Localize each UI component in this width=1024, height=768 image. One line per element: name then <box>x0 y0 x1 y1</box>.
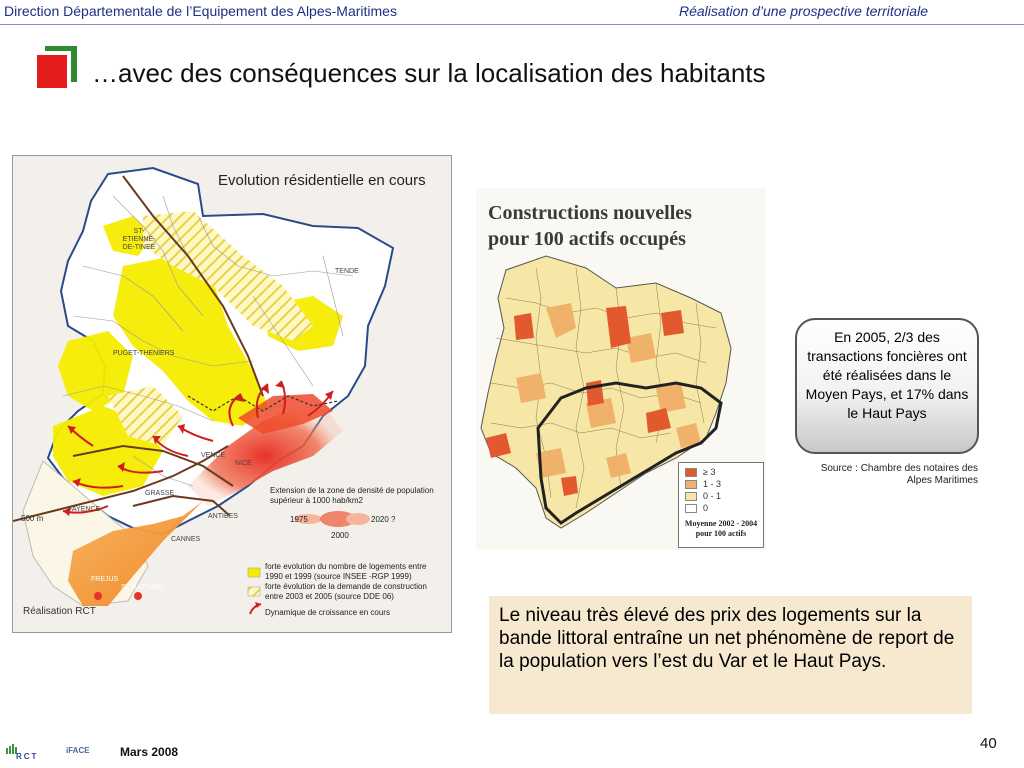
legend-hatch-swatch <box>248 587 260 596</box>
header-rule <box>0 24 1024 25</box>
legend-arrow-text: Dynamique de croissance en cours <box>265 608 390 617</box>
page-number: 40 <box>980 735 997 752</box>
map-evolution-residentielle <box>12 155 452 633</box>
legend-swatch <box>685 504 697 513</box>
place-label: ST-ETIENNE-DE-TINEE <box>122 228 156 251</box>
place-label: GRASSE <box>145 490 175 497</box>
place-label: NICE <box>235 460 252 467</box>
legend-year-2020: 2020 ? <box>371 515 396 524</box>
legend-row <box>685 467 757 478</box>
map-left-credit: Réalisation RCT <box>23 606 96 617</box>
slide-title: …avec des conséquences sur la localisation des habitants <box>92 58 766 88</box>
iface-logo: iFACE <box>66 746 90 755</box>
legend-swatch <box>685 480 697 489</box>
legend-row <box>685 503 757 514</box>
map-right-title-line2: pour 100 actifs occupés <box>488 228 686 250</box>
place-label: ST RAPHAEL <box>121 584 165 591</box>
legend-density-title: Extension de la zone de densité de population supérieur à 1000 hab/km2 <box>270 486 434 505</box>
callout-box: En 2005, 2/3 des transactions foncières ont été réalisées dans le Moyen Pays, et 17% dans le Haut Pays <box>795 318 979 454</box>
place-label: FREJUS <box>91 576 119 583</box>
legend-row <box>685 491 757 502</box>
place-label: TENDE <box>335 268 359 275</box>
map-left-title: Evolution résidentielle en cours <box>218 172 426 189</box>
legend-row <box>685 479 757 490</box>
map-constructions-nouvelles <box>476 188 766 550</box>
legend-year-1975: 1975 <box>290 515 308 524</box>
place-label: PUGET-THENIERS <box>113 350 175 357</box>
legend-caption-line1: Moyenne 2002 - 2004 <box>684 519 758 528</box>
title-bullet-icon <box>37 46 77 90</box>
legend-caption-line2: pour 100 actifs <box>695 529 747 538</box>
body-text-box: Le niveau très élevé des prix des logements sur la bande littoral entraîne un net phénomène de report de la population vers l’est du Var et le Haut Pays. <box>489 596 972 714</box>
footer-date: Mars 2008 <box>120 745 179 759</box>
legend-yellow-text: forte evolution du nombre de logements entre 1990 et 1999 (source INSEE -RGP 1999) <box>265 562 427 581</box>
map-right-title-line1: Constructions nouvelles <box>488 202 692 224</box>
rct-logo-text: RCT <box>16 752 39 761</box>
legend-label: 0 <box>703 503 709 513</box>
place-label: VENCE <box>201 452 226 459</box>
altitude-label: 500 m <box>21 514 44 523</box>
legend-label: 0 - 1 <box>703 491 722 501</box>
source-note: Source : Chambre des notaires des Alpes Maritimes <box>820 463 978 486</box>
legend-label: 1 - 3 <box>703 479 722 489</box>
header-right-text: Réalisation d’une prospective territoriale <box>678 3 928 19</box>
rct-logo <box>6 744 54 764</box>
place-label: CANNES <box>171 536 201 543</box>
legend-yellow-swatch <box>248 568 260 577</box>
place-label: ANTIBES <box>208 513 238 520</box>
legend-swatch <box>685 492 697 501</box>
legend-caption <box>681 519 761 539</box>
legend-swatch <box>685 468 697 477</box>
place-label: FAYENCE <box>68 506 101 513</box>
map-right-legend <box>678 462 764 548</box>
legend-density-2020-swatch <box>346 513 370 525</box>
legend-year-2000: 2000 <box>331 531 349 540</box>
legend-label: ≥ 3 <box>703 467 716 477</box>
legend-hatch-text: forte évolution de la demande de construction entre 2003 et 2005 (source DDE 06) <box>265 582 427 601</box>
header-left-text: Direction Départementale de l’Equipement des Alpes-Maritimes <box>4 3 397 19</box>
